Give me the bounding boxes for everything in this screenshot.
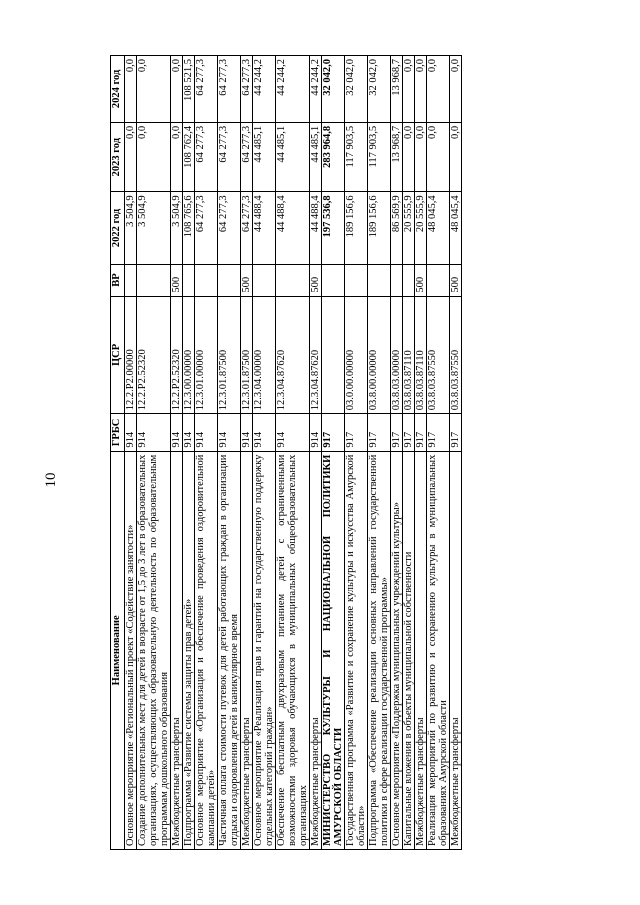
cell-2023: 0,0 xyxy=(403,122,415,192)
cell-2023: 0,0 xyxy=(137,122,171,192)
cell-2023: 13 968,7 xyxy=(391,122,403,192)
table-row xyxy=(171,56,183,850)
budget-table xyxy=(110,55,462,850)
cell-2024: 64 277,3 xyxy=(241,56,253,123)
cell-2023: 0,0 xyxy=(450,122,462,192)
cell-2023: 64 277,3 xyxy=(218,122,241,192)
cell-vr xyxy=(183,264,195,296)
cell-2023: 44 485,1 xyxy=(276,122,310,192)
cell-2023: 44 485,1 xyxy=(253,122,276,192)
cell-csr: 12.3.01.00000 xyxy=(195,296,218,414)
cell-2024: 32 042,0 xyxy=(345,56,368,123)
cell-2023: 0,0 xyxy=(427,122,450,192)
cell-csr: 03.8.03.00000 xyxy=(391,296,403,414)
cell-name: Капитальные вложения в объекты муниципальной собственности xyxy=(403,451,415,849)
table-row xyxy=(391,56,403,850)
table-row xyxy=(415,56,427,850)
cell-2022: 64 277,3 xyxy=(195,192,218,264)
cell-name: Подпрограмма «Развитие системы защиты прав детей» xyxy=(183,451,195,849)
cell-2023: 0,0 xyxy=(415,122,427,192)
cell-2023: 64 277,3 xyxy=(241,122,253,192)
table-row xyxy=(427,56,450,850)
cell-2023: 117 903,5 xyxy=(345,122,368,192)
cell-vr xyxy=(427,264,450,296)
cell-vr: 500 xyxy=(241,264,253,296)
cell-grbs: 917 xyxy=(415,414,427,451)
cell-csr: 12.3.04.87620 xyxy=(276,296,310,414)
table-row xyxy=(241,56,253,850)
cell-vr xyxy=(368,264,391,296)
table-container xyxy=(110,55,594,850)
cell-csr: 12.3.00.00000 xyxy=(183,296,195,414)
cell-name: Основное мероприятие «Организация и обеспечение проведения оздоровительной кампании детей» xyxy=(195,451,218,849)
cell-name: Основное мероприятие «Реализация прав и гарантий на государственную поддержку отдельных категорий граждан» xyxy=(253,451,276,849)
cell-vr: 500 xyxy=(450,264,462,296)
rotated-table-area xyxy=(110,55,594,850)
cell-grbs: 914 xyxy=(171,414,183,451)
cell-name: Реализация мероприятий по развитию и сохранению культуры в муниципальных образованиях Амурской области xyxy=(427,451,450,849)
cell-csr xyxy=(322,296,345,414)
cell-csr: 12.3.04.00000 xyxy=(253,296,276,414)
cell-2022: 3 504,9 xyxy=(125,192,137,264)
cell-2022: 3 504,9 xyxy=(171,192,183,264)
cell-name: Создание дополнительных мест для детей в возрасте от 1,5 до 3 лет в образовательных организациях, осуществляющих образовательную деятельность по образовательным программам дошкольного образования xyxy=(137,451,171,849)
table-body xyxy=(125,56,462,850)
cell-vr xyxy=(276,264,310,296)
cell-csr: 12.3.01.87500 xyxy=(241,296,253,414)
cell-2024: 0,0 xyxy=(450,56,462,123)
cell-grbs: 917 xyxy=(391,414,403,451)
cell-vr xyxy=(253,264,276,296)
cell-name: Частичная оплата стоимости путевок для детей работающих граждан в организации отдыха и оздоровления детей в каникулярное время xyxy=(218,451,241,849)
cell-csr: 03.8.03.87110 xyxy=(403,296,415,414)
table-row xyxy=(450,56,462,850)
cell-2024: 44 244,2 xyxy=(276,56,310,123)
cell-name: Основное мероприятие «Поддержка муниципальных учреждений культуры» xyxy=(391,451,403,849)
cell-2024: 44 244,2 xyxy=(253,56,276,123)
cell-csr: 03.8.03.87550 xyxy=(450,296,462,414)
cell-2024: 13 968,7 xyxy=(391,56,403,123)
cell-2023: 108 762,4 xyxy=(183,122,195,192)
cell-grbs: 914 xyxy=(276,414,310,451)
cell-grbs: 914 xyxy=(310,414,322,451)
cell-csr: 12.3.01.87500 xyxy=(218,296,241,414)
cell-2024: 64 277,3 xyxy=(195,56,218,123)
cell-csr: 03.8.03.87110 xyxy=(415,296,427,414)
cell-2023: 0,0 xyxy=(125,122,137,192)
cell-csr: 03.8.03.87550 xyxy=(427,296,450,414)
page-number: 10 xyxy=(43,472,59,488)
cell-grbs: 917 xyxy=(427,414,450,451)
table-header-row xyxy=(111,56,125,850)
cell-2022: 197 536,8 xyxy=(322,192,345,264)
cell-vr xyxy=(391,264,403,296)
cell-2022: 108 765,6 xyxy=(183,192,195,264)
cell-name: Межбюджетные трансферты xyxy=(450,451,462,849)
table-row xyxy=(368,56,391,850)
cell-grbs: 917 xyxy=(450,414,462,451)
header-grbs: ГРБС xyxy=(111,414,125,451)
cell-vr xyxy=(137,264,171,296)
cell-2024: 32 042,0 xyxy=(368,56,391,123)
header-2022: 2022 год xyxy=(111,192,125,264)
table-row xyxy=(218,56,241,850)
cell-2023: 44 485,1 xyxy=(310,122,322,192)
cell-csr: 03.8.00.00000 xyxy=(368,296,391,414)
cell-vr: 500 xyxy=(171,264,183,296)
cell-vr xyxy=(403,264,415,296)
cell-name: Межбюджетные трансферты xyxy=(415,451,427,849)
cell-vr: 500 xyxy=(310,264,322,296)
cell-2022: 44 488,4 xyxy=(276,192,310,264)
table-row xyxy=(403,56,415,850)
table-row xyxy=(322,56,345,850)
cell-vr: 500 xyxy=(415,264,427,296)
cell-grbs: 914 xyxy=(137,414,171,451)
header-2023: 2023 год xyxy=(111,122,125,192)
cell-2024: 64 277,3 xyxy=(218,56,241,123)
cell-csr: 03.0.00.00000 xyxy=(345,296,368,414)
table-row xyxy=(253,56,276,850)
cell-2024: 108 521,5 xyxy=(183,56,195,123)
cell-2022: 64 277,3 xyxy=(241,192,253,264)
cell-grbs: 914 xyxy=(125,414,137,451)
cell-name: Межбюджетные трансферты xyxy=(171,451,183,849)
cell-2022: 44 488,4 xyxy=(310,192,322,264)
cell-name: МИНИСТЕРСТВО КУЛЬТУРЫ И НАЦИОНАЛЬНОЙ ПОЛИТИКИ АМУРСКОЙ ОБЛАСТИ xyxy=(322,451,345,849)
cell-grbs: 917 xyxy=(368,414,391,451)
cell-2022: 20 555,9 xyxy=(415,192,427,264)
cell-2024: 0,0 xyxy=(137,56,171,123)
cell-2022: 189 156,6 xyxy=(345,192,368,264)
cell-2023: 0,0 xyxy=(171,122,183,192)
cell-2023: 117 903,5 xyxy=(368,122,391,192)
cell-name: Государственная программа «Развитие и сохранение культуры и искусства Амурской области» xyxy=(345,451,368,849)
header-csr: ЦСР xyxy=(111,296,125,414)
cell-name: Подпрограмма «Обеспечение реализации основных направлений государственной политики в сфере реализации государственной программы» xyxy=(368,451,391,849)
cell-2024: 0,0 xyxy=(125,56,137,123)
cell-vr xyxy=(195,264,218,296)
cell-2022: 64 277,3 xyxy=(218,192,241,264)
cell-grbs: 917 xyxy=(403,414,415,451)
cell-2024: 0,0 xyxy=(403,56,415,123)
cell-grbs: 914 xyxy=(195,414,218,451)
cell-2023: 64 277,3 xyxy=(195,122,218,192)
cell-vr xyxy=(218,264,241,296)
cell-grbs: 914 xyxy=(241,414,253,451)
table-row xyxy=(137,56,171,850)
cell-name: Межбюджетные трансферты xyxy=(310,451,322,849)
cell-grbs: 914 xyxy=(218,414,241,451)
cell-name: Обеспечение бесплатным двухразовым питанием детей с ограниченными возможностями здоровья обучающихся в муниципальных общеобразовательных организациях xyxy=(276,451,310,849)
cell-name: Основное мероприятие «Региональный проект «Содействие занятости» xyxy=(125,451,137,849)
cell-2022: 48 045,4 xyxy=(450,192,462,264)
cell-vr xyxy=(345,264,368,296)
cell-vr xyxy=(125,264,137,296)
cell-2022: 44 488,4 xyxy=(253,192,276,264)
table-row xyxy=(276,56,310,850)
cell-2022: 86 569,9 xyxy=(391,192,403,264)
cell-2022: 189 156,6 xyxy=(368,192,391,264)
cell-2024: 44 244,2 xyxy=(310,56,322,123)
cell-grbs: 917 xyxy=(322,414,345,451)
cell-csr: 12.2.P2.00000 xyxy=(125,296,137,414)
cell-2024: 0,0 xyxy=(171,56,183,123)
header-name: Наименование xyxy=(111,451,125,849)
table-row xyxy=(310,56,322,850)
header-2024: 2024 год xyxy=(111,56,125,123)
header-vr: ВР xyxy=(111,264,125,296)
cell-csr: 12.2.P2.52320 xyxy=(137,296,171,414)
cell-grbs: 914 xyxy=(253,414,276,451)
table-row xyxy=(183,56,195,850)
cell-2023: 283 964,8 xyxy=(322,122,345,192)
cell-2022: 48 045,4 xyxy=(427,192,450,264)
cell-csr: 12.3.04.87620 xyxy=(310,296,322,414)
cell-grbs: 914 xyxy=(183,414,195,451)
cell-2022: 3 504,9 xyxy=(137,192,171,264)
cell-vr xyxy=(322,264,345,296)
table-row xyxy=(195,56,218,850)
cell-grbs: 917 xyxy=(345,414,368,451)
cell-2024: 0,0 xyxy=(427,56,450,123)
cell-2024: 32 042,0 xyxy=(322,56,345,123)
cell-name: Межбюджетные трансферты xyxy=(241,451,253,849)
cell-2022: 20 555,9 xyxy=(403,192,415,264)
cell-2024: 0,0 xyxy=(415,56,427,123)
cell-csr: 12.2.P2.52320 xyxy=(171,296,183,414)
table-row xyxy=(345,56,368,850)
table-row xyxy=(125,56,137,850)
